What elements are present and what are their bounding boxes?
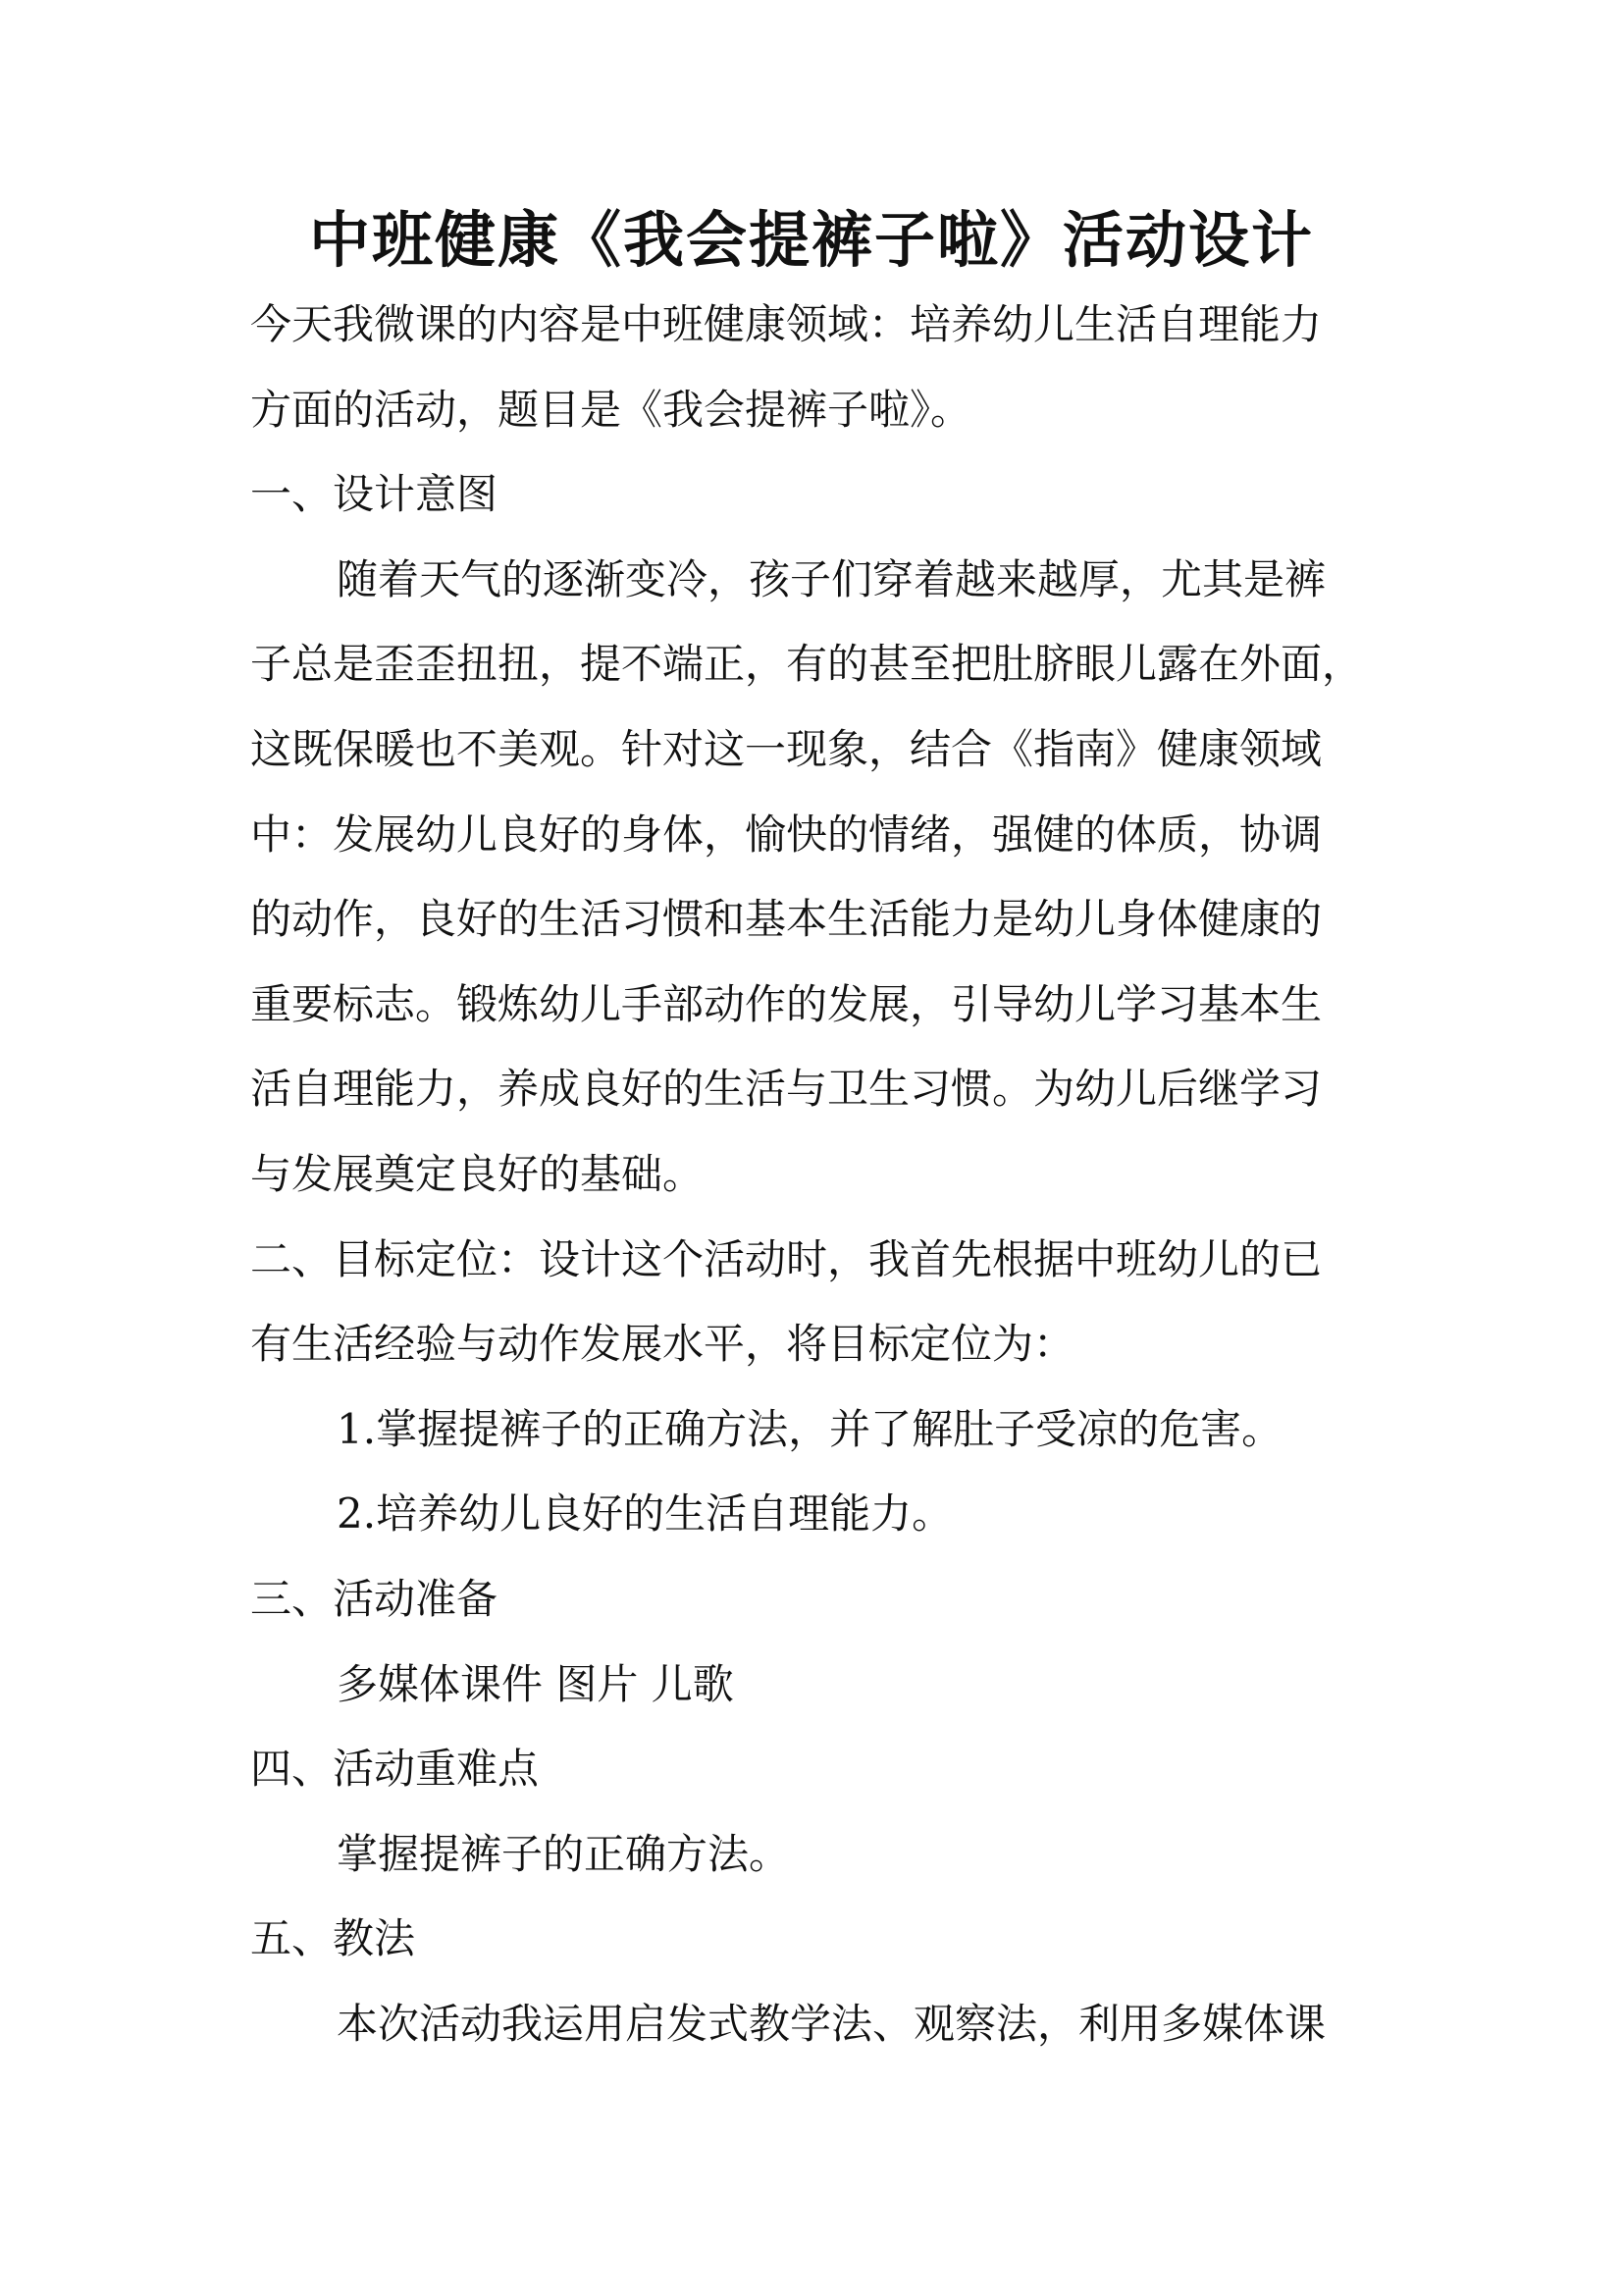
design-intent-line-8: 与发展奠定良好的基础。 <box>250 1149 705 1198</box>
design-intent-line-2: 子总是歪歪扭扭，提不端正，有的甚至把肚脐眼儿露在外面， <box>250 640 1364 689</box>
document-title: 中班健康《我会提裤子啦》活动设计 <box>308 204 1314 276</box>
goal-item-1: 1.掌握提裤子的正确方法，并了解肚子受凉的危害。 <box>337 1404 1283 1453</box>
design-intent-line-3: 这既保暖也不美观。针对这一现象，结合《指南》健康领域 <box>250 724 1323 773</box>
design-intent-line-5: 的动作，良好的生活习惯和基本生活能力是幼儿身体健康的 <box>250 895 1323 944</box>
teaching-methods-text: 本次活动我运用启发式教学法、观察法，利用多媒体课 <box>337 1999 1327 2048</box>
goals-line-2: 有生活经验与动作发展水平，将目标定位为： <box>250 1320 1075 1369</box>
intro-line-2: 方面的活动，题目是《我会提裤子啦》。 <box>250 385 972 434</box>
section-heading-preparation: 三、活动准备 <box>250 1574 498 1623</box>
key-points-text: 掌握提裤子的正确方法。 <box>337 1829 791 1878</box>
section-heading-design-intent: 一、设计意图 <box>250 470 498 519</box>
design-intent-line-7: 活自理能力，养成良好的生活与卫生习惯。为幼儿后继学习 <box>250 1065 1323 1114</box>
document-body <box>250 283 1388 2066</box>
design-intent-line-6: 重要标志。锻炼幼儿手部动作的发展，引导幼儿学习基本生 <box>250 979 1323 1028</box>
intro-line-1: 今天我微课的内容是中班健康领域：培养幼儿生活自理能力 <box>250 300 1323 348</box>
section-heading-goals: 二、目标定位：设计这个活动时，我首先根据中班幼儿的已 <box>250 1234 1323 1283</box>
section-heading-key-points: 四、活动重难点 <box>250 1745 540 1794</box>
section-heading-teaching-methods: 五、教法 <box>250 1914 416 1963</box>
design-intent-line-1: 随着天气的逐渐变冷，孩子们穿着越来越厚，尤其是裤 <box>337 554 1327 603</box>
design-intent-line-4: 中：发展幼儿良好的身体，愉快的情绪，强健的体质，协调 <box>250 809 1323 859</box>
preparation-items: 多媒体课件 图片 儿歌 <box>337 1659 734 1708</box>
goal-item-2: 2.培养幼儿良好的生活自理能力。 <box>337 1489 954 1539</box>
